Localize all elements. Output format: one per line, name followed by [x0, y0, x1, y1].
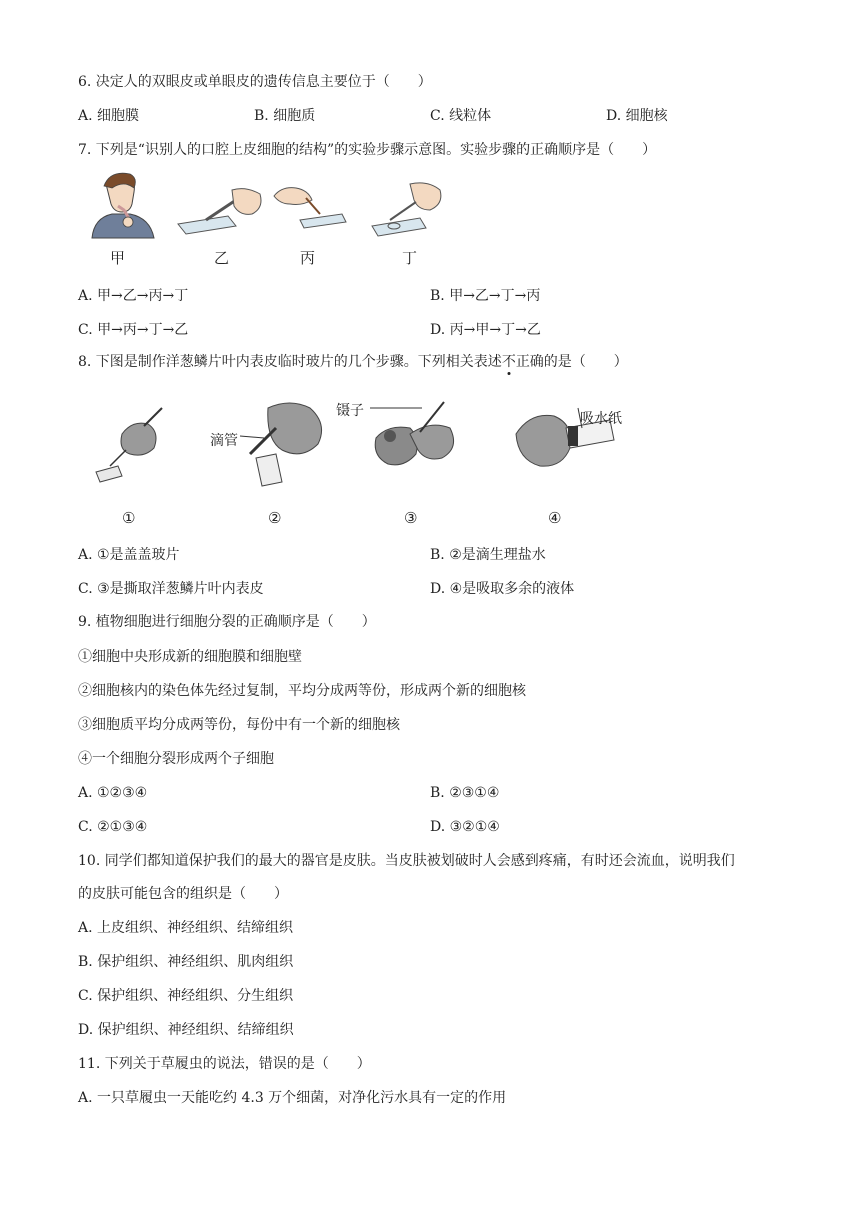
- q6-option-d: D. 细胞核: [606, 108, 668, 124]
- q8-stem-before: 8. 下图是制作洋葱鳞片叶内表皮临时玻片的几个步骤。下列相关表述: [78, 354, 502, 370]
- q7-stem: 7. 下列是“识别人的口腔上皮细胞的结构”的实验步骤示意图。实验步骤的正确顺序是（ ）: [78, 142, 657, 158]
- q10-stem-line2: 的皮肤可能包含的组织是（ ）: [78, 886, 288, 902]
- q8-stem-after: 正确的是（ ）: [515, 354, 628, 370]
- q9-option-c: C. ②①③④: [78, 819, 148, 835]
- q8-stem-emphasis: 不: [501, 354, 516, 370]
- q7-option-c: C. 甲→丙→丁→乙: [78, 322, 189, 338]
- q7-option-a: A. 甲→乙→丙→丁: [78, 288, 189, 304]
- q7-figure-label-jia: 甲: [110, 249, 126, 267]
- q9-option-b: B. ②③①④: [430, 785, 500, 801]
- q7-figure-label-ding: 丁: [402, 249, 418, 267]
- q9-statement-1: ①细胞中央形成新的细胞膜和细胞壁: [78, 649, 302, 665]
- q6-option-c: C. 线粒体: [430, 108, 492, 124]
- q6-option-b: B. 细胞质: [254, 108, 316, 124]
- q7-option-b: B. 甲→乙→丁→丙: [430, 288, 541, 304]
- q8-figure-step1: [88, 404, 168, 488]
- q10-option-b: B. 保护组织、神经组织、肌肉组织: [78, 954, 294, 970]
- q8-figure-label-1: ①: [122, 509, 136, 527]
- q9-statement-3: ③细胞质平均分成两等份，每份中有一个新的细胞核: [78, 717, 400, 733]
- q8-figure-label-4: ④: [548, 509, 562, 527]
- q8-figure-blotting-label: 吸水纸: [580, 411, 622, 427]
- q7-figure-label-bing: 丙: [300, 249, 316, 267]
- q7-figure-person: [84, 170, 164, 240]
- q8-figure-label-2: ②: [268, 509, 282, 527]
- q8-figure-step3: [360, 398, 470, 494]
- q8-stem: [78, 352, 628, 372]
- q6-option-a: A. 细胞膜: [78, 108, 140, 124]
- q11-stem: 11. 下列关于草履虫的说法，错误的是（ ）: [78, 1056, 371, 1072]
- q10-option-c: C. 保护组织、神经组织、分生组织: [78, 988, 294, 1004]
- q9-stem: 9. 植物细胞进行细胞分裂的正确顺序是（ ）: [78, 614, 376, 630]
- q8-figure-tweezers-label: 镊子: [336, 403, 364, 419]
- q8-option-d: D. ④是吸取多余的液体: [430, 581, 575, 597]
- q9-option-d: D. ③②①④: [430, 819, 500, 835]
- q7-figure-label-yi: 乙: [214, 249, 230, 267]
- q6-stem: 6. 决定人的双眼皮或单眼皮的遗传信息主要位于（ ）: [78, 74, 432, 90]
- q9-option-a: A. ①②③④: [78, 785, 148, 801]
- q8-figure-dropper-label: 滴管: [210, 433, 238, 449]
- q8-figure-label-3: ③: [404, 509, 418, 527]
- q7-figure-smear: [272, 184, 352, 234]
- q9-statement-4: ④一个细胞分裂形成两个子细胞: [78, 751, 274, 767]
- q9-statement-2: ②细胞核内的染色体先经过复制，平均分成两等份，形成两个新的细胞核: [78, 683, 526, 699]
- q10-option-d: D. 保护组织、神经组织、结缔组织: [78, 1022, 294, 1038]
- q8-option-a: A. ①是盖盖玻片: [78, 547, 180, 563]
- q7-figure-dropper: [176, 186, 266, 236]
- q8-option-b: B. ②是滴生理盐水: [430, 547, 546, 563]
- q10-stem-line1: 10. 同学们都知道保护我们的最大的器官是皮肤。当皮肤被划破时人会感到疼痛，有时还会流血，说明我们: [78, 853, 735, 869]
- q10-option-a: A. 上皮组织、神经组织、结缔组织: [78, 920, 294, 936]
- q7-option-d: D. 丙→甲→丁→乙: [430, 322, 541, 338]
- q11-option-a: A. 一只草履虫一天能吃约 4.3 万个细菌，对净化污水具有一定的作用: [78, 1090, 507, 1106]
- q7-figure-coverslip: [370, 180, 450, 240]
- q8-option-c: C. ③是撕取洋葱鳞片叶内表皮: [78, 581, 264, 597]
